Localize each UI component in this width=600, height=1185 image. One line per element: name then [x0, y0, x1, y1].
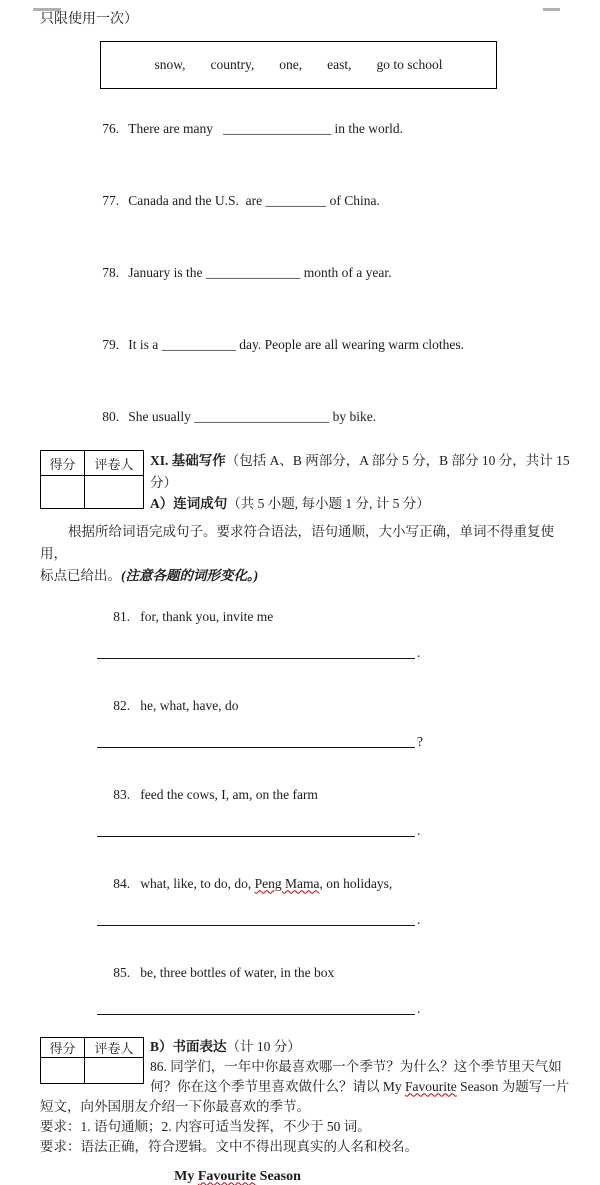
instructions — [40, 521, 572, 587]
section-b-title: B）书面表达 — [150, 1038, 227, 1054]
question-text: January is the ______________ month of a year. — [128, 265, 392, 280]
sentence-82 — [93, 680, 600, 731]
score-label-cell: 得分 — [41, 1037, 85, 1057]
spellcheck-underlined-word: Peng Mama — [254, 875, 320, 891]
score-box-xi — [40, 450, 144, 509]
word-bank-item: snow, — [154, 57, 186, 72]
sentence-words: for, thank you, invite me — [140, 608, 274, 624]
subsection-a-heading — [150, 493, 570, 515]
word-bank-item: one, — [279, 57, 303, 72]
sentence-questions — [0, 591, 600, 1015]
question-text: She usually ____________________ by bike. — [128, 409, 377, 424]
grader-label-cell: 评卷人 — [85, 451, 144, 476]
question-number: 82. — [113, 697, 131, 713]
essay-title-post: Season — [256, 1168, 301, 1184]
sentence-83 — [93, 769, 600, 820]
exam-paper-page — [0, 8, 600, 1184]
section-b-heading — [150, 1037, 569, 1097]
essay-requirement-2: 要求：语法正确，符合逻辑。文中不得出现真实的人名和校名。 — [40, 1138, 418, 1154]
question-77 — [82, 175, 600, 226]
score-box-b — [40, 1037, 144, 1084]
essay-prompt-continued — [40, 1097, 600, 1157]
word-bank-item: east, — [327, 57, 352, 72]
answer-line-81[interactable] — [97, 646, 415, 659]
essay-prompt-line-2 — [150, 1077, 569, 1097]
score-value-cell — [41, 476, 85, 509]
subsection-a-title: A）连词成句 — [150, 496, 228, 511]
scan-artifact-left — [33, 8, 61, 11]
prompt-english: My — [382, 1078, 406, 1094]
question-text: Canada and the U.S. are _________ of China. — [128, 193, 380, 208]
sentence-words-post: , on holidays, — [319, 875, 393, 891]
instructions-line-2-normal: 标点已给出。 — [40, 567, 121, 583]
answer-line-82[interactable] — [97, 735, 415, 748]
sentence-81 — [93, 591, 600, 642]
essay-prompt-line-3: 短文，向外国朋友介绍一下你最喜欢的季节。 — [40, 1098, 310, 1114]
sentence-words: be, three bottles of water, in the box — [140, 964, 335, 980]
question-78 — [82, 247, 600, 298]
question-number: 81. — [113, 608, 131, 624]
question-number: 85. — [113, 964, 131, 980]
essay-title — [0, 1169, 475, 1185]
section-xi-heading — [150, 450, 570, 515]
essay-title-pre: My — [174, 1168, 198, 1184]
essay-prompt-line-1: 86. 同学们，一年中你最喜欢哪一个季节？为什么？这个季节里天气如 — [150, 1058, 562, 1074]
answer-row-81 — [97, 646, 600, 659]
answer-line-83[interactable] — [97, 824, 415, 837]
question-80 — [82, 391, 600, 442]
question-text: There are many ________________ in the world. — [128, 121, 404, 136]
answer-punctuation: . — [417, 822, 421, 838]
question-number: 78. — [102, 265, 120, 280]
question-number: 80. — [102, 409, 120, 424]
grader-label-cell: 评卷人 — [85, 1037, 144, 1057]
instructions-line-2 — [40, 565, 572, 587]
section-xi-header — [40, 450, 600, 515]
fill-in-questions — [0, 103, 600, 442]
question-79 — [82, 319, 600, 370]
section-xi-title: XI. 基础写作 — [150, 453, 226, 468]
question-text: It is a ___________ day. People are all wearing warm clothes. — [128, 337, 465, 352]
sentence-85 — [93, 947, 600, 998]
scan-artifact-right — [543, 8, 560, 11]
question-76 — [82, 103, 600, 154]
header-note: 只限使用一次） — [40, 12, 138, 27]
answer-row-84 — [97, 913, 600, 926]
answer-punctuation: . — [417, 644, 421, 660]
sentence-words-pre: what, like, to do, do, — [140, 875, 255, 891]
answer-line-84[interactable] — [97, 913, 415, 926]
prompt-text: 何？你在这个季节里喜欢做什么？请以 — [150, 1078, 383, 1094]
sentence-84 — [93, 858, 600, 909]
answer-row-82 — [97, 735, 600, 748]
question-number: 83. — [113, 786, 131, 802]
question-number: 79. — [102, 337, 120, 352]
grader-value-cell — [85, 1057, 144, 1083]
section-xi-title-rest: （包括 A、B 两部分，A 部分 5 分，B 部分 10 分，共计 15 — [225, 453, 570, 468]
question-number: 76. — [102, 121, 120, 136]
answer-punctuation: . — [417, 911, 421, 927]
essay-requirement-1: 要求：1. 语句通顺；2. 内容可适当发挥，不少于 50 词。 — [40, 1118, 371, 1134]
spellcheck-underlined-word: Favourite — [197, 1168, 257, 1184]
answer-punctuation: ? — [417, 733, 423, 749]
heading-line-1 — [150, 450, 570, 472]
instructions-emphasis: (注意各题的词形变化。) — [121, 567, 259, 583]
heading-line-2: 分） — [150, 474, 177, 490]
prompt-english: Season — [456, 1078, 499, 1094]
score-label-cell: 得分 — [41, 451, 85, 476]
word-bank-item: country, — [210, 57, 255, 72]
section-b-header — [40, 1037, 600, 1097]
question-number: 77. — [102, 193, 120, 208]
sentence-words: he, what, have, do — [140, 697, 239, 713]
word-bank-item: go to school — [376, 57, 443, 72]
spellcheck-underlined-word: Favourite — [405, 1078, 457, 1094]
section-b-title-line — [150, 1037, 569, 1057]
section-b-title-rest: （计 10 分） — [226, 1038, 301, 1054]
sentence-words: feed the cows, I, am, on the farm — [140, 786, 318, 802]
prompt-text: 为题写一片 — [498, 1078, 570, 1094]
instructions-line-1: 根据所给词语完成句子。要求符合语法，语句通顺，大小写正确，单词不得重复使用， — [40, 523, 554, 561]
grader-value-cell — [85, 476, 144, 509]
answer-punctuation: . — [417, 1000, 421, 1016]
question-number: 84. — [113, 875, 131, 891]
subsection-a-title-rest: （共 5 小题, 每小题 1 分, 计 5 分） — [227, 496, 430, 511]
score-value-cell — [41, 1057, 85, 1083]
answer-row-83 — [97, 824, 600, 837]
answer-line-85[interactable] — [97, 1002, 415, 1015]
word-bank-box — [100, 41, 497, 89]
answer-row-85 — [97, 1002, 600, 1015]
